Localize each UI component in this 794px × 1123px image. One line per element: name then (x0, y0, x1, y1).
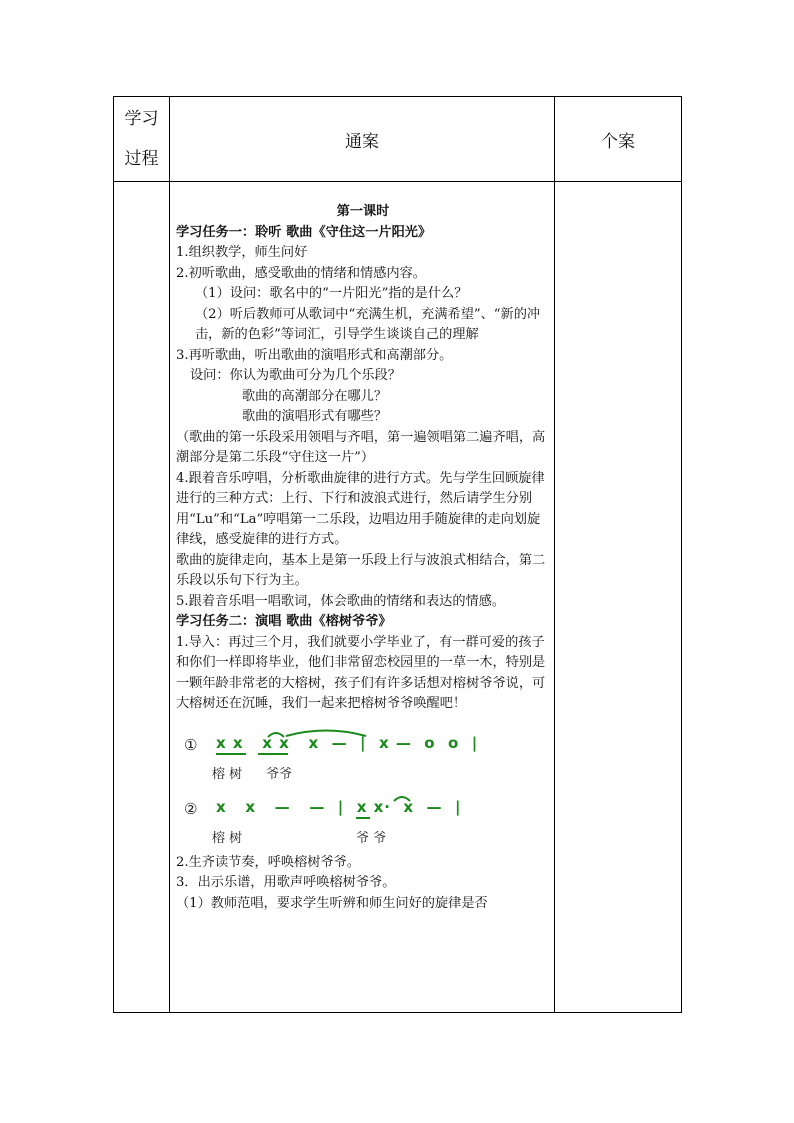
header-individual-plan: 个案 (555, 97, 682, 182)
rhythm-number-1: ① (184, 735, 198, 754)
task1-line: 4.跟着音乐哼唱，分析歌曲旋律的进行方式。先与学生回顾旋律进行的三种方式：上行、下行和波浪式进行，然后请学生分别用“Lu”和“La”哼唱第一二乐段，边唱边用手随旋律的走向划旋律线，感受旋律的进行方式。 (176, 470, 545, 547)
lesson-plan-table (113, 96, 682, 1013)
task2-intro: 1.导入：再过三个月，我们就要小学毕业了，有一群可爱的孩子和你们一样即将毕业，他们非常留恋校园里的一草一木，特别是一颗年龄非常老的大榕树，孩子们有许多话想对榕树爷爷说，可大榕树还在沉睡，我们一起来把榕树爷爷唤醒吧！ (176, 634, 546, 711)
rhythm-lyric-1a: 榕 树 (212, 766, 243, 782)
task1-line: （2）听后教师可从歌词中“充满生机，充满希望”、“新的冲击，新的色彩”等词汇，引导学生谈谈自己的理解 (195, 306, 541, 342)
lesson-title: 第一课时 (336, 204, 390, 219)
task1-line: （歌曲的第一乐段采用领唱与齐唱，第一遍领唱第二遍齐唱，高潮部分是第二乐段“守住这一片”） (176, 429, 546, 465)
rhythm-notes-2: x x — — | x x· x — | (216, 797, 462, 816)
rhythm-lyric-2a: 榕 树 (212, 830, 243, 846)
rhythm-line-2 (176, 793, 550, 853)
task1-line: （1）设问：歌名中的“一片阳光”指的是什么？ (195, 286, 468, 301)
rhythm-lyric-1b: 爷爷 (266, 766, 293, 782)
task2-line: （1）教师范唱，要求学生听辨和师生问好的旋律是否 (176, 895, 488, 911)
rhythm-notes-1: x x x x x — | x — o o | (216, 733, 479, 752)
header-general-plan: 通案 (170, 97, 555, 182)
task1-line: 5.跟着音乐唱一唱歌词，体会歌曲的情绪和表达的情感。 (176, 593, 506, 609)
header-process-line2: 过程 (124, 149, 159, 169)
tie-arc-icon (176, 729, 376, 749)
table-body-row (114, 182, 682, 1013)
task1-line: 歌曲的演唱形式有哪些？ (242, 409, 388, 424)
general-plan-cell (170, 182, 555, 1013)
task1-line: 歌曲的旋律走向，基本上是第一乐段上行与波浪式相结合，第二乐段以乐句下行为主。 (176, 552, 546, 588)
rhythm-line-1 (176, 729, 550, 789)
process-cell (114, 182, 170, 1013)
individual-plan-cell (555, 182, 682, 1013)
task1-line: 设问：你认为歌曲可分为几个乐段？ (190, 368, 401, 383)
rhythm-number-2: ② (184, 799, 198, 818)
lesson-content (176, 182, 550, 914)
task1-heading: 学习任务一：聆听 歌曲《守住这一片阳光》 (176, 224, 432, 240)
rhythm-lyric-2b: 爷 爷 (356, 830, 387, 846)
header-process-line1: 学习 (124, 109, 159, 129)
task1-line: 2.初听歌曲，感受歌曲的情绪和情感内容。 (176, 265, 426, 281)
task2-line: 3．出示乐谱，用歌声呼唤榕树爷爷。 (176, 875, 396, 890)
task1-line: 3.再听歌曲，听出歌曲的演唱形式和高潮部分。 (176, 347, 453, 363)
task2-heading: 学习任务二：演唱 歌曲《榕树爷爷》 (176, 614, 392, 629)
table-header-row (114, 97, 682, 182)
task1-line: 1.组织教学，师生问好 (176, 245, 308, 260)
header-process-cell (114, 97, 170, 182)
task2-line: 2.生齐读节奏，呼唤榕树爷爷。 (176, 854, 361, 870)
task1-line: 歌曲的高潮部分在哪儿？ (242, 388, 388, 404)
tie-arc-icon (176, 793, 476, 813)
